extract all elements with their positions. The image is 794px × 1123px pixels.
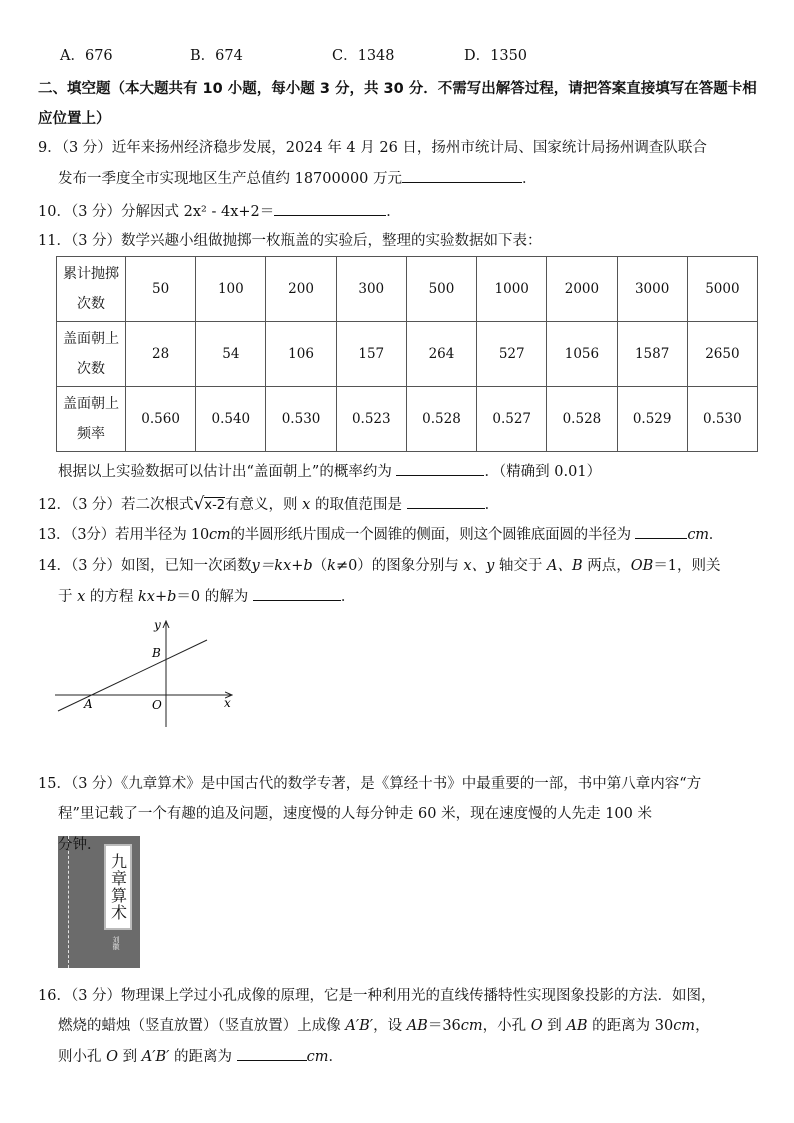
q14-equation: kx+b (138, 589, 177, 605)
x-axis-label: x (224, 696, 231, 710)
q14-text: ＝1，则关 (653, 558, 721, 574)
row-label: 盖面朝上频率 (57, 387, 126, 452)
question-9-end: ． (522, 171, 537, 187)
choice-d: D．1350 (464, 48, 528, 64)
answer-blank (407, 494, 485, 509)
point-a-label: A (84, 697, 93, 711)
table-cell: 0.560 (126, 387, 196, 452)
question-15-line2: 程”里记载了一个有趣的追及问题，速度慢的人每分钟走 60 米，现在速度慢的人先走 100 米 (58, 806, 652, 822)
table-cell: 3000 (617, 257, 687, 322)
question-13-end-unit: cm (687, 527, 709, 543)
question-13 (38, 522, 723, 548)
question-11-after-end: ．（精确到 0.01） (484, 464, 602, 480)
sqrt-symbol: √ (193, 494, 205, 514)
table-row (57, 387, 758, 452)
table-cell: 5000 (687, 257, 757, 322)
q16-o: O (530, 1018, 543, 1034)
book-cover-image (58, 836, 140, 968)
question-14-line2 (58, 585, 355, 606)
question-13-unit: cm (209, 527, 231, 543)
question-16-line1: 16．（3 分）物理课上学过小孔成像的原理，它是一种利用光的直线传播特性实现图象投影的方法．如图， (38, 988, 716, 1004)
question-12-start: 12．（3 分）若二次根式 (38, 497, 194, 513)
q14-text: （ (312, 558, 328, 574)
book-spine (68, 836, 69, 968)
question-11-after-text: 根据以上实验数据可以估计出“盖面朝上”的概率约为 (58, 464, 392, 480)
linear-function-graph (50, 615, 240, 730)
q14-text: ＝0 的解为 (176, 589, 249, 605)
question-16-line2 (58, 1014, 710, 1035)
q16-text: 到 (122, 1049, 138, 1065)
q14-function: y＝kx+b (251, 558, 313, 574)
table-cell: 0.528 (547, 387, 617, 452)
q16-text: 燃烧的蜡烛（竖直放置）（竖直放置）上成像 (58, 1018, 341, 1034)
table-cell: 527 (477, 322, 547, 387)
question-11-text: 11．（3 分）数学兴趣小组做抛掷一枚瓶盖的实验后，整理的实验数据如下表： (38, 233, 542, 249)
question-14-line1 (38, 553, 721, 579)
q16-o: O (106, 1049, 118, 1065)
origin-label: O (152, 698, 162, 712)
table-cell: 0.523 (336, 387, 406, 452)
table-cell: 500 (406, 257, 476, 322)
q14-points: A、B (547, 558, 583, 574)
table-cell: 300 (336, 257, 406, 322)
table-cell: 0.530 (266, 387, 336, 452)
table-cell: 0.530 (687, 387, 757, 452)
q16-text: ，设 (373, 1018, 403, 1034)
q16-text: 的距离为 30 (592, 1018, 674, 1034)
question-10-end: ． (386, 204, 401, 220)
table-cell: 1056 (547, 322, 617, 387)
q14-text: 轴交于 (498, 558, 543, 574)
q16-text: 的距离为 (174, 1049, 233, 1065)
q16-image-label: A′B′ (141, 1049, 170, 1065)
q14-text: ≠0）的图象分别与 (335, 558, 459, 574)
q16-text: 到 (547, 1018, 562, 1034)
q14-end: ． (340, 589, 356, 605)
q16-ab: AB (406, 1018, 428, 1034)
question-9-line1: 9．（3 分）近年来扬州经济稳步发展，2024 年 4 月 26 日，扬州市统计局、国家统计局扬州调查队联合 (38, 140, 707, 156)
question-12-var: x (302, 497, 311, 513)
q16-ab: AB (566, 1018, 588, 1034)
table-row (57, 257, 758, 322)
table-cell: 1000 (477, 257, 547, 322)
choice-c: C．1348 (332, 48, 395, 64)
choice-a: A．676 (60, 48, 113, 64)
question-12 (38, 491, 499, 519)
q14-ob: OB (630, 558, 654, 574)
answer-blank (396, 461, 484, 476)
q16-text: 则小孔 (58, 1049, 102, 1065)
table-cell: 0.527 (477, 387, 547, 452)
q16-end: ． (328, 1049, 344, 1065)
sqrt-radicand: x-2 (204, 498, 226, 513)
table-cell: 157 (336, 322, 406, 387)
question-10 (38, 199, 401, 225)
section-heading: 二、填空题（本大题共有 10 小题，每小题 3 分，共 30 分．不需写出解答过程，请把答案直接填写在答题卡相应位置上） (38, 81, 757, 127)
q16-unit: cm (460, 1018, 483, 1034)
table-cell: 50 (126, 257, 196, 322)
choice-b: B．674 (190, 48, 243, 64)
q14-text: 14．（3 分）如图，已知一次函数 (38, 558, 252, 574)
question-15-line3: 分钟． (58, 837, 102, 853)
table-cell: 1587 (617, 322, 687, 387)
q14-x: x (77, 589, 86, 605)
q14-text: 的方程 (89, 589, 134, 605)
book-title-label (104, 844, 132, 930)
experiment-table (56, 256, 758, 452)
table-cell: 28 (126, 322, 196, 387)
q16-text: ，小孔 (482, 1018, 527, 1034)
choice-row (60, 44, 760, 64)
answer-blank (274, 201, 386, 216)
table-cell: 0.529 (617, 387, 687, 452)
table-cell: 106 (266, 322, 336, 387)
question-13-end: ． (708, 527, 724, 543)
book-title: 九章算术 (108, 853, 128, 921)
answer-blank (635, 524, 687, 539)
table-cell: 0.540 (196, 387, 266, 452)
q14-k: k (327, 558, 336, 574)
q14-text: 于 (58, 589, 73, 605)
table-cell: 100 (196, 257, 266, 322)
q16-unit: cm (673, 1018, 696, 1034)
question-13-start: 13．（3分）若用半径为 10 (38, 527, 209, 543)
question-12-mid: 有意义，则 (225, 497, 298, 513)
question-12-end: ． (484, 497, 500, 513)
q16-text: ＝36 (427, 1018, 461, 1034)
book-author: 刘徽 (112, 936, 120, 950)
q16-image-label: A′B′ (345, 1018, 374, 1034)
q14-axes: x、y (463, 558, 495, 574)
point-b-label: B (152, 646, 161, 660)
table-row (57, 322, 758, 387)
q16-unit: cm (306, 1049, 329, 1065)
row-label: 累计抛掷次数 (57, 257, 126, 322)
q14-text: 两点， (587, 558, 631, 574)
table-cell: 200 (266, 257, 336, 322)
question-11-after (58, 460, 601, 481)
table-cell: 264 (406, 322, 476, 387)
table-cell: 2650 (687, 322, 757, 387)
table-cell: 2000 (547, 257, 617, 322)
y-axis-label: y (154, 618, 161, 632)
question-13-rest: 的半圆形纸片围成一个圆锥的侧面，则这个圆锥底面圆的半径为 (230, 527, 631, 543)
table-cell: 54 (196, 322, 266, 387)
table-cell: 0.528 (406, 387, 476, 452)
question-9-text: 发布一季度全市实现地区生产总值约 18700000 万元 (58, 171, 403, 187)
question-9-line2 (58, 167, 537, 188)
question-15-line1: 15．（3 分）《九章算术》是中国古代的数学专著，是《算经十书》中最重要的一部，书中第八章内容“方 (38, 776, 702, 792)
q16-text: ， (695, 1018, 710, 1034)
answer-blank (237, 1046, 307, 1061)
row-label: 盖面朝上次数 (57, 322, 126, 387)
question-16-line3 (58, 1045, 343, 1066)
question-10-text: 10．（3 分）分解因式 2x² - 4x+2＝ (38, 204, 275, 220)
function-line (58, 640, 207, 711)
answer-blank (402, 168, 522, 183)
question-12-rest: 的取值范围是 (314, 497, 402, 513)
answer-blank (253, 586, 341, 601)
